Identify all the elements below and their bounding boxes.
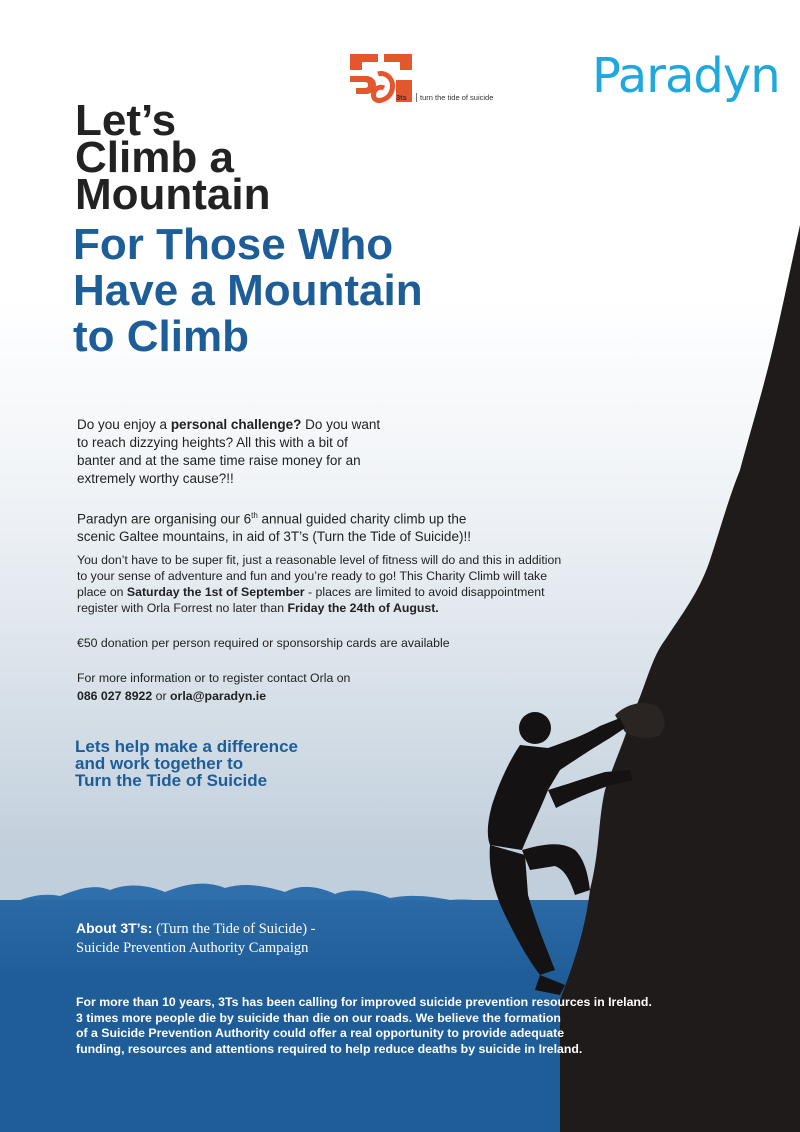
contact-phone: 086 027 8922 [77, 689, 153, 703]
3ts-tagline: turn the tide of suicide [416, 93, 493, 102]
headline-line: Let’s [75, 96, 177, 145]
headline-line: Mountain [75, 170, 271, 219]
contact-paragraph: For more information or to register contact Orla on 086 027 8922 or orla@paradyn.ie [77, 671, 351, 703]
paradyn-logo: Paradyn [592, 48, 780, 104]
about-subheading: Suicide Prevention Authority Campaign [76, 940, 309, 956]
contact-email[interactable]: orla@paradyn.ie [170, 689, 267, 703]
footer-paragraph: For more than 10 years, 3Ts has been calling for improved suicide prevention resources in Ireland. 3 times more people die by suicide than die on our roads. We believe the formation of a Suicide Prevention Authority could offer a real opportunity to provide adequate funding, resources and attentions required to help reduce deaths by suicide in Ireland. [76, 995, 652, 1056]
headline-line: For Those Who [73, 220, 394, 269]
3ts-logo-text: 3ts [396, 93, 407, 102]
intro-paragraph: Do you enjoy a personal challenge? Do you want to reach dizzying heights? All this with a bit of banter and at the same time raise money for an extremely worthy cause?!! [77, 417, 381, 486]
organising-paragraph: Paradyn are organising our 6th annual guided charity climb up the scenic Galtee mountains, in aid of 3T’s (Turn the Tide of Suicide)!! [77, 511, 471, 544]
slogan: Lets help make a difference and work together to Turn the Tide of Suicide [75, 737, 298, 790]
donation-text: €50 donation per person required or sponsorship cards are available [77, 636, 450, 650]
3ts-logo [348, 52, 528, 106]
details-paragraph: You don’t have to be super fit, just a reasonable level of fitness will do and this in addition to your sense of adventure and fun and you’re ready to go! This Charity Climb will take place on Saturday the 1st of September - places are limited to avoid disappointment register with Orla Forrest no later than Friday the 24th of August. [77, 553, 562, 615]
headline-line: Climb a [75, 133, 234, 182]
about-heading: About 3T’s: (Turn the Tide of Suicide) - [76, 920, 316, 937]
headline-line: to Climb [73, 312, 249, 361]
headline-blue [73, 222, 533, 360]
headline-line: Have a Mountain [73, 266, 423, 315]
